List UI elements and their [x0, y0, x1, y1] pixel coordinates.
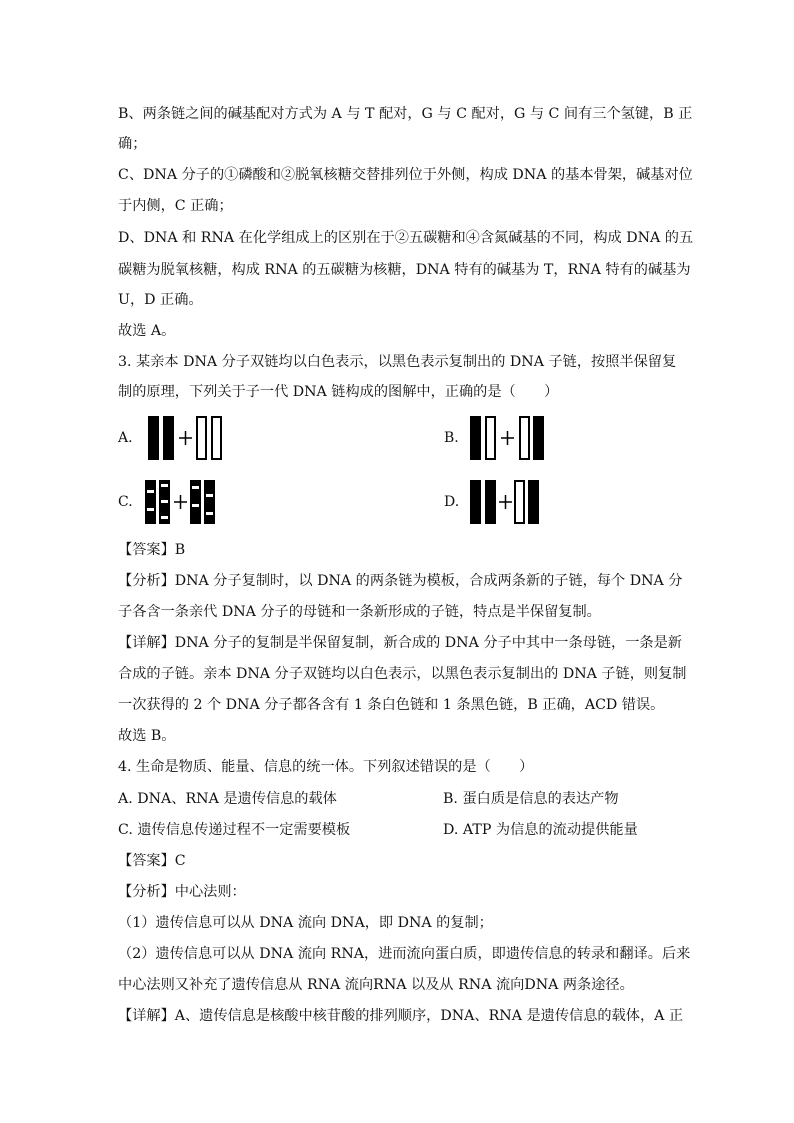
- text-line: C、DNA 分子的①磷酸和②脱氧核糖交替排列位于外侧，构成 DNA 的基本骨架，碱基对位: [118, 167, 693, 183]
- question-3-stem: 3. 某亲本 DNA 分子双链均以白色表示，以黑色表示复制出的 DNA 子链，按照半保留复: [118, 354, 677, 370]
- white-strand: [212, 417, 221, 459]
- black-strand: [470, 480, 481, 524]
- question-4-stem: 4. 生命是物质、能量、信息的统一体。下列叙述错误的是（ ）: [118, 759, 534, 775]
- question-4-options-row: [118, 820, 678, 840]
- text-line: 碳糖为脱氧核糖，构成 RNA 的五碳糖为核糖，DNA 特有的碱基为 T，RNA 特有的碱基为: [118, 262, 691, 278]
- detail-3: 【详解】DNA 分子的复制是半保留复制，新合成的 DNA 分子中其中一条母链，一条是新: [118, 635, 682, 651]
- question-4-options-row: [118, 789, 678, 809]
- option-d-label: D.: [444, 494, 460, 510]
- option-a-figure: [146, 414, 226, 462]
- detail-4: 【详解】A、遗传信息是核酸中核苷酸的排列顺序，DNA、RNA 是遗传信息的载体，A 正: [118, 1008, 684, 1024]
- option-c-label: C.: [118, 494, 133, 510]
- white-strand: [486, 417, 495, 459]
- white-strand: [520, 417, 529, 459]
- mixed-strand: [145, 480, 156, 524]
- black-strand: [148, 416, 159, 460]
- option-b-figure: [468, 414, 548, 462]
- white-strand: [197, 417, 206, 459]
- black-strand: [528, 480, 539, 524]
- detail-3: 合成的子链。亲本 DNA 分子双链均以白色表示，以黑色表示复制出的 DNA 子链，则复制: [118, 666, 687, 682]
- black-strand: [485, 480, 496, 524]
- white-strand: [515, 481, 524, 523]
- answer-3: 【答案】B: [118, 542, 186, 558]
- option-d: D. ATP 为信息的流动提供能量: [443, 822, 638, 838]
- analysis-3: 子各含一条亲代 DNA 分子的母链和一条新形成的子链，特点是半保留复制。: [118, 604, 601, 620]
- option-a-label: A.: [118, 430, 133, 446]
- option-a: A. DNA、RNA 是遗传信息的载体: [118, 791, 337, 807]
- black-strand: [533, 416, 544, 460]
- analysis-3: 【分析】DNA 分子复制时，以 DNA 的两条链为模板，合成两条新的子链，每个 DNA 分: [118, 573, 683, 589]
- analysis-4: 【分析】中心法则：: [118, 884, 246, 900]
- option-c-figure: [143, 478, 223, 526]
- option-c: C. 遗传信息传递过程不一定需要模板: [118, 822, 351, 838]
- black-strand: [163, 416, 174, 460]
- text-line: B、两条链之间的碱基配对方式为 A 与 T 配对，G 与 C 配对，G 与 C 间有三个氢键，B 正: [118, 106, 693, 122]
- analysis-4-item: （2）遗传信息可以从 DNA 流向 RNA，进而流向蛋白质，即遗传信息的转录和翻译。后来: [118, 946, 691, 962]
- text-line: 于内侧，C 正确；: [118, 198, 233, 214]
- text-line: 故选 A。: [118, 323, 176, 339]
- detail-3: 一次获得的 2 个 DNA 分子都各含有 1 条白色链和 1 条黑色链，B 正确，ACD 错误。: [118, 697, 665, 713]
- answer-4: 【答案】C: [118, 853, 186, 869]
- option-b: B. 蛋白质是信息的表达产物: [443, 791, 619, 807]
- analysis-4-item: 中心法则又补充了遗传信息从 RNA 流向RNA 以及从 RNA 流向DNA 两条途径。: [118, 977, 634, 993]
- text-line: D、DNA 和 RNA 在化学组成上的区别在于②五碳糖和④含氮碱基的不同，构成 DNA 的五: [118, 230, 694, 246]
- mixed-strand: [204, 480, 215, 524]
- analysis-4-item: （1）遗传信息可以从 DNA 流向 DNA，即 DNA 的复制；: [118, 915, 493, 931]
- black-strand: [470, 416, 481, 460]
- option-d-figure: [468, 478, 548, 526]
- question-3-stem: 制的原理，下列关于子一代 DNA 链构成的图解中，正确的是（ ）: [118, 384, 559, 400]
- option-b-label: B.: [444, 430, 459, 446]
- text-line: 确；: [118, 136, 147, 152]
- text-line: U，D 正确。: [118, 292, 203, 308]
- selection-3: 故选 B。: [118, 728, 176, 744]
